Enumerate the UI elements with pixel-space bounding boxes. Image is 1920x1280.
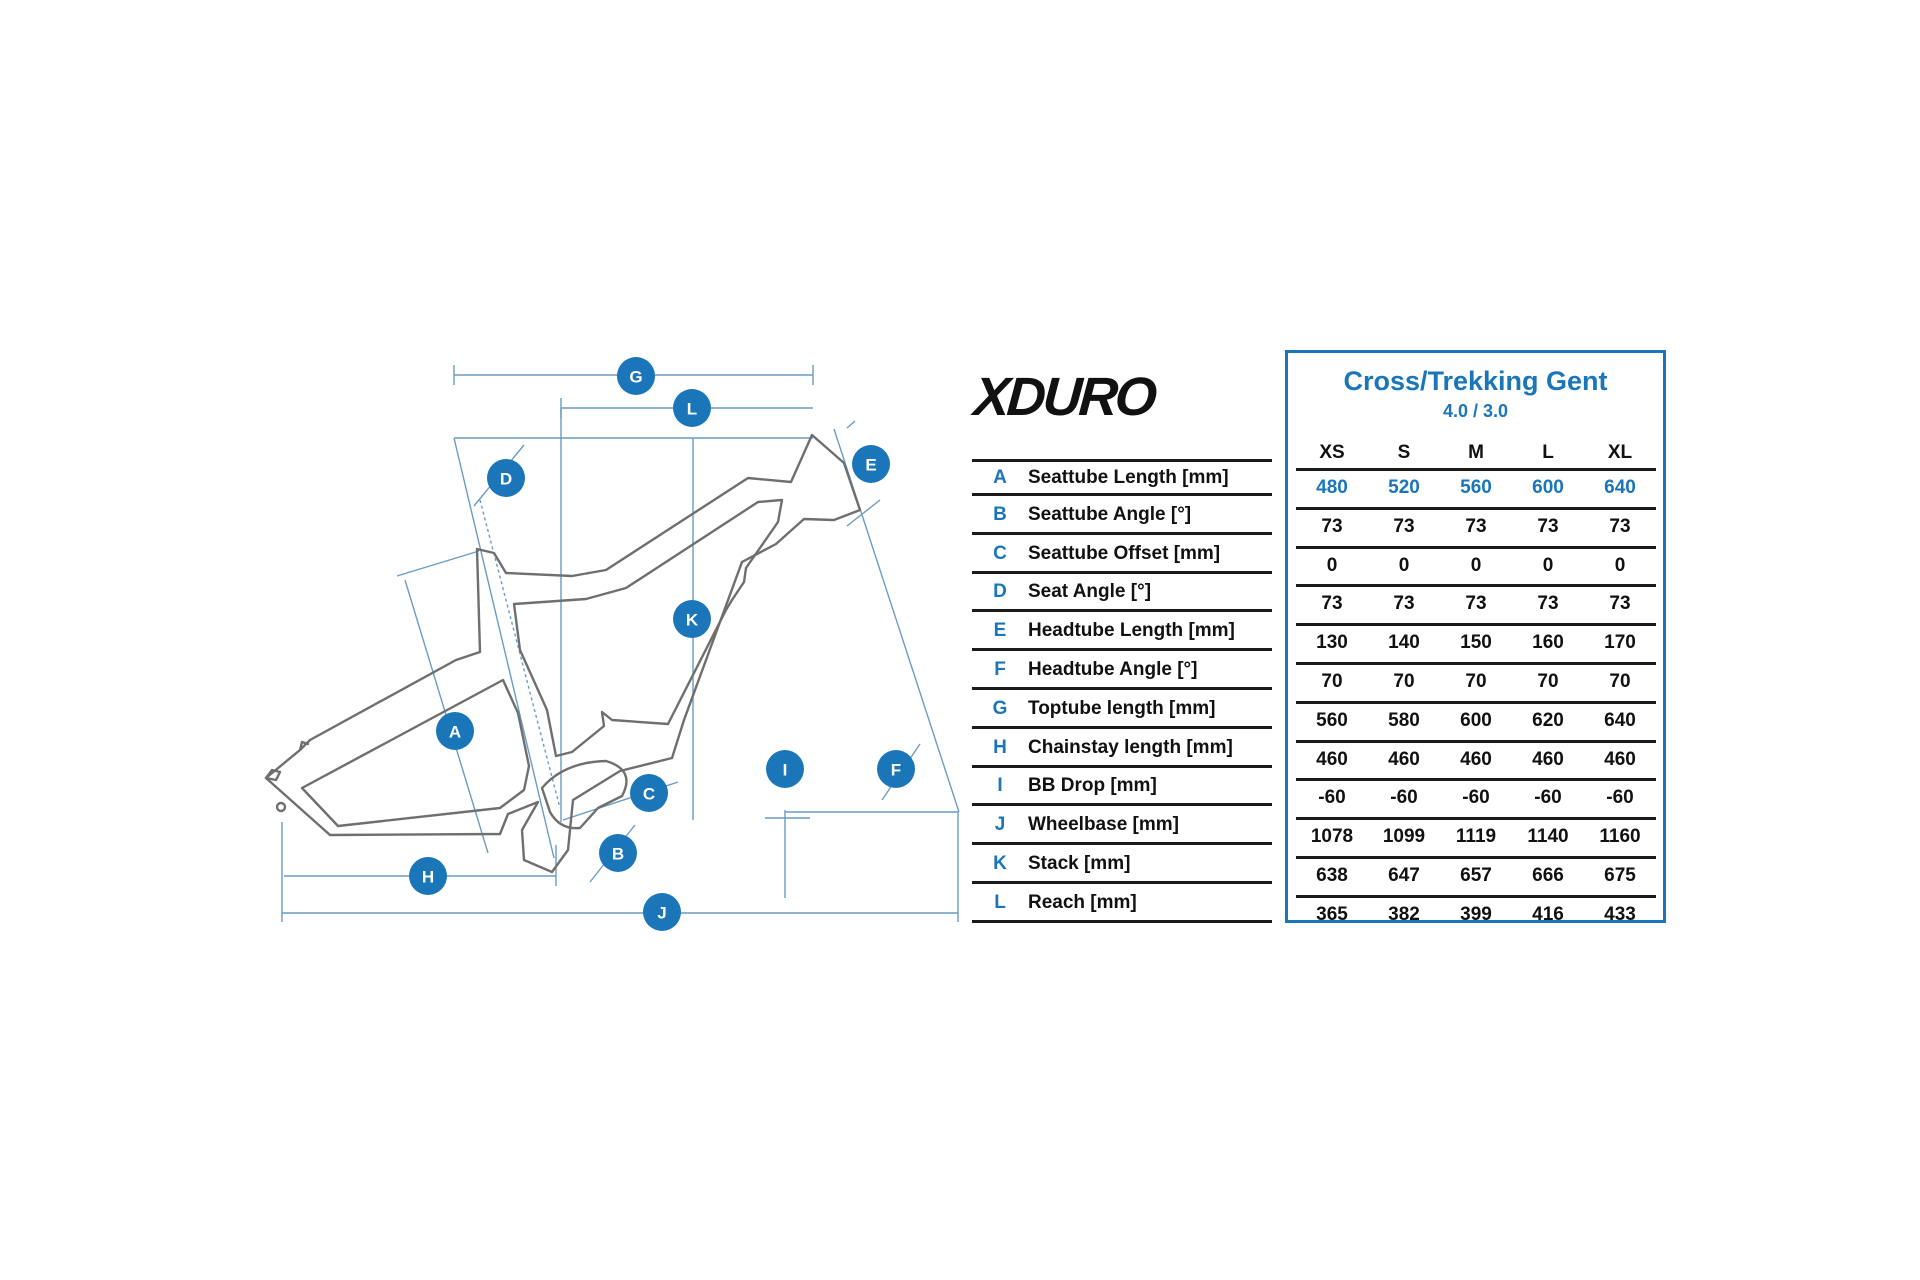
badge-label: F <box>890 760 902 780</box>
table-cell: 382 <box>1388 903 1420 925</box>
badge-label: J <box>657 903 667 923</box>
table-cell: 460 <box>1388 748 1420 770</box>
table-cell: 560 <box>1460 477 1492 498</box>
table-row <box>1296 895 1656 932</box>
table-cell: -60 <box>1606 787 1634 809</box>
table-cell: 640 <box>1604 477 1636 498</box>
spec-letter: D <box>993 581 1007 603</box>
table-cell: -60 <box>1390 787 1418 809</box>
table-row <box>1296 740 1656 777</box>
badge-label: B <box>611 844 625 864</box>
spec-label: Wheelbase [mm] <box>1028 814 1179 836</box>
table-cell: 365 <box>1316 903 1348 925</box>
spec-label-row <box>972 769 1272 806</box>
badge-label: L <box>686 399 698 419</box>
spec-letter: K <box>993 852 1007 874</box>
badge-K <box>673 600 711 638</box>
table-cell: 140 <box>1388 632 1420 654</box>
spec-label-column <box>972 459 1272 925</box>
table-cell: 460 <box>1532 748 1564 770</box>
badge-A <box>436 712 474 750</box>
size-header-4: XL <box>1607 442 1633 463</box>
spec-letter: G <box>992 697 1008 719</box>
spec-label-row <box>972 575 1272 612</box>
geometry-table <box>1285 350 1666 923</box>
badge-label: A <box>448 722 462 742</box>
badge-H <box>409 857 447 895</box>
spec-label: Headtube Length [mm] <box>1028 620 1235 642</box>
spec-letter: H <box>993 736 1007 758</box>
spec-label-row <box>972 537 1272 574</box>
spec-label-row <box>972 614 1272 651</box>
spec-letter: B <box>993 503 1007 525</box>
table-cell: 580 <box>1388 709 1420 731</box>
spec-label-row <box>972 692 1272 729</box>
size-header-0: XS <box>1319 442 1345 463</box>
badge-C <box>630 774 668 812</box>
table-cell: 73 <box>1465 515 1487 537</box>
spec-label-row <box>972 886 1272 923</box>
table-row <box>1296 507 1656 544</box>
spec-letter: E <box>993 620 1007 642</box>
badge-label: D <box>499 469 513 489</box>
badge-I <box>766 750 804 788</box>
spec-label: Seattube Offset [mm] <box>1028 542 1221 564</box>
table-cell: 73 <box>1393 515 1415 537</box>
table-cell: 1140 <box>1527 826 1569 848</box>
table-cell: 0 <box>1614 554 1626 576</box>
table-cell: 73 <box>1393 593 1415 615</box>
brand-logo: XDURO <box>971 367 1157 427</box>
table-row <box>1296 778 1656 815</box>
table-cell: 73 <box>1609 593 1631 615</box>
table-cell: 70 <box>1609 670 1631 692</box>
badge-J <box>643 893 681 931</box>
table-cell: -60 <box>1534 787 1562 809</box>
spec-label: Seattube Length [mm] <box>1028 466 1229 488</box>
table-cell: 433 <box>1604 903 1636 925</box>
table-row <box>1296 856 1656 893</box>
badge-E <box>852 445 890 483</box>
table-cell: 480 <box>1316 477 1348 498</box>
table-cell: 73 <box>1321 593 1343 615</box>
badge-label: H <box>421 867 435 887</box>
spec-label-row <box>972 847 1272 884</box>
badge-label: G <box>629 367 643 387</box>
table-cell: 1078 <box>1310 826 1354 848</box>
table-cell: 130 <box>1316 632 1348 654</box>
table-cell: -60 <box>1318 787 1346 809</box>
bike-frame-outline <box>266 435 860 872</box>
table-cell: 160 <box>1532 632 1564 654</box>
table-cell: 0 <box>1326 554 1338 576</box>
table-row <box>1296 662 1656 699</box>
spec-label: Headtube Angle [°] <box>1028 658 1198 680</box>
table-cell: 73 <box>1537 593 1559 615</box>
table-cell: 640 <box>1604 709 1636 731</box>
spec-label: Seattube Angle [°] <box>1028 503 1192 525</box>
spec-label: Chainstay length [mm] <box>1028 736 1233 758</box>
table-title: Cross/Trekking Gent <box>1343 366 1608 396</box>
table-cell: 73 <box>1609 515 1631 537</box>
badge-L <box>673 389 711 427</box>
size-header-row <box>1296 438 1656 468</box>
size-header-3: L <box>1542 442 1554 463</box>
table-cell: 73 <box>1321 515 1343 537</box>
table-cell: 657 <box>1460 864 1492 886</box>
table-row <box>1296 817 1656 854</box>
size-header-1: S <box>1397 442 1411 463</box>
table-cell: 675 <box>1604 864 1636 886</box>
table-cell: 620 <box>1532 709 1564 731</box>
table-row <box>1296 701 1656 738</box>
table-row <box>1296 468 1656 505</box>
badge-G <box>617 357 655 395</box>
spec-letter: J <box>994 814 1006 836</box>
table-cell: 1119 <box>1455 826 1497 848</box>
spec-label-row <box>972 459 1272 496</box>
spec-letter: L <box>994 891 1006 913</box>
table-cell: 647 <box>1388 864 1420 886</box>
table-cell: 150 <box>1460 632 1492 654</box>
table-cell: 460 <box>1604 748 1636 770</box>
table-cell: 1160 <box>1599 826 1641 848</box>
table-cell: 399 <box>1460 903 1492 925</box>
table-row <box>1296 623 1656 660</box>
table-cell: 560 <box>1316 709 1348 731</box>
spec-label: Stack [mm] <box>1028 852 1131 874</box>
table-cell: 73 <box>1465 593 1487 615</box>
table-cell: 666 <box>1532 864 1564 886</box>
table-cell: 460 <box>1316 748 1348 770</box>
table-cell: 70 <box>1465 670 1487 692</box>
table-cell: 600 <box>1532 477 1564 498</box>
spec-label: Toptube length [mm] <box>1028 697 1216 719</box>
spec-label: BB Drop [mm] <box>1028 775 1157 797</box>
spec-letter: C <box>993 542 1007 564</box>
table-cell: 638 <box>1316 864 1348 886</box>
spec-label: Seat Angle [°] <box>1028 581 1152 603</box>
table-cell: -60 <box>1462 787 1490 809</box>
table-row <box>1296 584 1656 621</box>
badge-label: C <box>642 784 656 804</box>
table-cell: 70 <box>1321 670 1343 692</box>
table-cell: 600 <box>1460 709 1492 731</box>
spec-label-row <box>972 498 1272 535</box>
spec-label-row <box>972 808 1272 845</box>
table-row <box>1296 546 1656 583</box>
value-rows <box>1296 468 1656 932</box>
badge-F <box>877 750 915 788</box>
table-cell: 70 <box>1393 670 1415 692</box>
badge-B <box>599 834 637 872</box>
table-subtitle: 4.0 / 3.0 <box>1442 401 1509 421</box>
table-cell: 73 <box>1537 515 1559 537</box>
spec-label-row <box>972 653 1272 690</box>
badge-label: I <box>782 760 788 780</box>
badge-D <box>487 459 525 497</box>
size-header-2: M <box>1468 442 1484 463</box>
badge-label: E <box>865 455 877 475</box>
table-cell: 416 <box>1532 903 1564 925</box>
table-cell: 70 <box>1537 670 1559 692</box>
table-cell: 0 <box>1470 554 1482 576</box>
table-cell: 0 <box>1398 554 1410 576</box>
table-cell: 460 <box>1460 748 1492 770</box>
spec-label-row <box>972 731 1272 768</box>
table-cell: 1099 <box>1382 826 1426 848</box>
table-cell: 0 <box>1542 554 1554 576</box>
spec-letter: I <box>997 775 1003 797</box>
spec-letter: F <box>994 658 1006 680</box>
table-cell: 520 <box>1388 477 1420 498</box>
badge-label: K <box>685 610 699 630</box>
table-cell: 170 <box>1604 632 1636 654</box>
spec-letter: A <box>993 466 1007 488</box>
spec-label: Reach [mm] <box>1028 891 1137 913</box>
